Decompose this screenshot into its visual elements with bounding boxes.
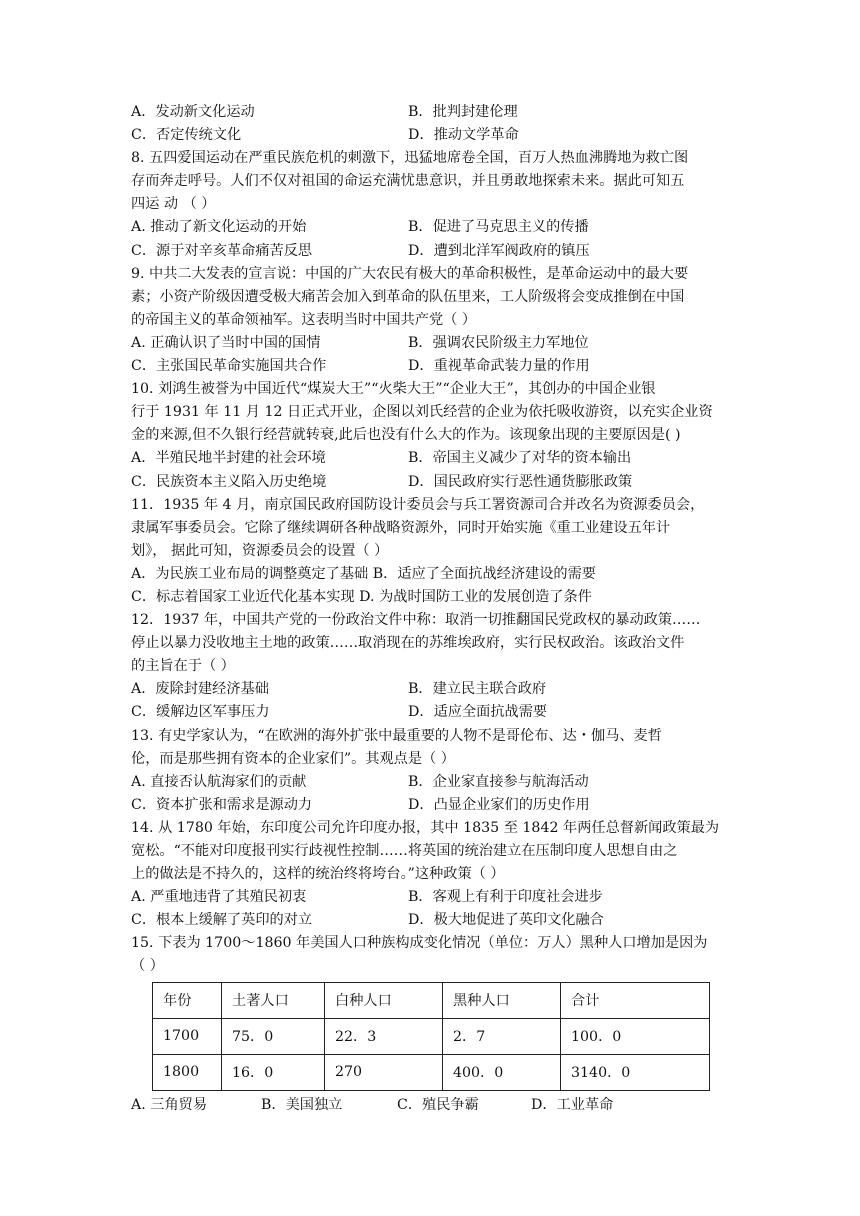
table-header-cell: 合计 bbox=[561, 982, 710, 1018]
table-cell: 400．0 bbox=[443, 1054, 561, 1090]
q12-option-c[interactable]: C．缓解边区军事压力 bbox=[131, 704, 270, 721]
q10-option-c[interactable]: C．民族资本主义陷入历史绝境 bbox=[131, 473, 327, 490]
q7-option-d[interactable]: D．推动文学革命 bbox=[408, 127, 519, 144]
q8-option-d[interactable]: D．遭到北洋军阀政府的镇压 bbox=[408, 242, 590, 259]
table-header-cell: 黑种人口 bbox=[443, 982, 561, 1018]
q8-options-row-2 bbox=[131, 240, 731, 263]
q15-option-c[interactable]: C．殖民争霸 bbox=[397, 1096, 479, 1113]
q11-options-line-1[interactable]: A．为民族工业布局的调整奠定了基础 B．适应了全面抗战经济建设的需要 bbox=[131, 565, 596, 582]
table-header-row bbox=[153, 982, 710, 1018]
q13-options-row-1 bbox=[131, 771, 731, 794]
q14-option-b[interactable]: B．客观上有利于印度社会进步 bbox=[408, 889, 603, 906]
q9-stem-line-2: 素；小资产阶级因遭受极大痛苦会加入到革命的队伍里来，工人阶级将会变成推倒在中国 bbox=[131, 288, 685, 305]
q14-option-c[interactable]: C．根本上缓解了英印的对立 bbox=[131, 912, 313, 929]
q10-option-a[interactable]: A．半殖民地半封建的社会环境 bbox=[131, 450, 326, 467]
q14-stem-line-1: 14. 从 1780 年始，东印度公司允许印度办报，其中 1835 至 1842 年两任总督新闻政策最为 bbox=[131, 819, 720, 836]
q14-option-d[interactable]: D．极大地促进了英印文化融合 bbox=[408, 912, 604, 929]
q13-stem-line-2: 伦，而是那些拥有资本的企业家们”。其观点是（ ） bbox=[131, 750, 455, 767]
q14-options-row-1 bbox=[131, 886, 731, 909]
q15-option-a[interactable]: A. 三角贸易 bbox=[131, 1096, 208, 1113]
q13-stem-line-1: 13. 有史学家认为，“在欧洲的海外扩张中最重要的人物不是哥伦布、达・伽马、麦哲 bbox=[131, 727, 662, 744]
q12-stem-line-2: 停止以暴力没收地主土地的政策……取消现在的苏维埃政府，实行民权政治。该政治文件 bbox=[131, 635, 685, 652]
q13-options-row-2 bbox=[131, 794, 731, 817]
q8-options-row-1 bbox=[131, 216, 731, 239]
table-row bbox=[153, 1018, 710, 1054]
exam-page bbox=[131, 101, 731, 1117]
table-cell: 2．7 bbox=[443, 1018, 561, 1054]
q14-stem-line-3: 上的做法是不持久的，这样的统治终将垮台。”这种政策（ ） bbox=[131, 866, 505, 883]
q15-stem-line-1: 15. 下表为 1700～1860 年美国人口种族构成变化情况（单位：万人）黑种人口增加是因为 bbox=[131, 935, 708, 952]
q15-stem-line-2: （ ） bbox=[131, 958, 164, 975]
q14-options-row-2 bbox=[131, 909, 731, 932]
q11-options-line-2[interactable]: C．标志着国家工业近代化基本实现 D. 为战时国防工业的发展创造了条件 bbox=[131, 588, 592, 605]
q9-options-row-1 bbox=[131, 332, 731, 355]
q9-option-d[interactable]: D．重视革命武装力量的作用 bbox=[408, 358, 590, 375]
q13-option-d[interactable]: D．凸显企业家们的历史作用 bbox=[408, 796, 590, 813]
q12-option-d[interactable]: D．适应全面抗战需要 bbox=[408, 704, 548, 721]
q14-option-a[interactable]: A. 严重地违背了其殖民初衷 bbox=[131, 889, 307, 906]
q9-stem-line-1: 9. 中共二大发表的宣言说：中国的广大农民有极大的革命积极性，是革命运动中的最大要 bbox=[131, 265, 689, 282]
q11-stem-line-1: 11．1935 年 4 月，南京国民政府国防设计委员会与兵工署资源司合并改名为资源委员会， bbox=[131, 496, 705, 513]
table-cell: 270 bbox=[325, 1054, 443, 1090]
q13-option-b[interactable]: B．企业家直接参与航海活动 bbox=[408, 773, 589, 790]
q9-options-row-2 bbox=[131, 355, 731, 378]
q12-option-b[interactable]: B．建立民主联合政府 bbox=[408, 681, 547, 698]
q12-stem-line-3: 的主旨在于（ ） bbox=[131, 658, 235, 675]
q10-option-b[interactable]: B．帝国主义减少了对华的资本输出 bbox=[408, 450, 632, 467]
table-cell: 100．0 bbox=[561, 1018, 710, 1054]
q12-stem-line-1: 12．1937 年，中国共产党的一份政治文件中称：取消一切推翻国民党政权的暴动政策…… bbox=[131, 612, 701, 629]
q8-option-c[interactable]: C．源于对辛亥革命痛苦反思 bbox=[131, 242, 313, 259]
q8-stem-line-1: 8. 五四爱国运动在严重民族危机的刺激下，迅猛地席卷全国，百万人热血沸腾地为救亡图 bbox=[131, 150, 689, 167]
q8-stem-line-3: 四运 动 （ ） bbox=[131, 196, 216, 213]
table-header-cell: 年份 bbox=[153, 982, 222, 1018]
q13-option-c[interactable]: C．资本扩张和需求是源动力 bbox=[131, 796, 313, 813]
q10-option-d[interactable]: D．国民政府实行恶性通货膨胀政策 bbox=[408, 473, 633, 490]
table-cell: 75．0 bbox=[222, 1018, 325, 1054]
q10-stem-line-3: 金的来源,但不久银行经营就转衰,此后也没有什么大的作为。该现象出现的主要原因是( ) bbox=[131, 427, 681, 444]
q10-stem-line-2: 行于 1931 年 11 月 12 日正式开业，企图以刘氏经营的企业为依托吸收游资，以充实企业资 bbox=[131, 404, 713, 421]
q8-option-b[interactable]: B．促进了马克思主义的传播 bbox=[408, 219, 589, 236]
q15-option-d[interactable]: D．工业革命 bbox=[531, 1096, 614, 1113]
q9-option-b[interactable]: B．强调农民阶级主力军地位 bbox=[408, 334, 589, 351]
q12-option-a[interactable]: A．废除封建经济基础 bbox=[131, 681, 269, 698]
table-header-cell: 土著人口 bbox=[222, 982, 325, 1018]
q11-stem-line-2: 隶属军事委员会。它除了继续调研各种战略资源外，同时开始实施《重工业建设五年计 bbox=[131, 519, 671, 536]
table-cell: 1800 bbox=[153, 1054, 222, 1090]
table-cell: 1700 bbox=[153, 1018, 222, 1054]
q9-option-c[interactable]: C．主张国民革命实施国共合作 bbox=[131, 358, 327, 375]
q10-stem-line-1: 10. 刘鸿生被誉为中国近代“煤炭大王”“火柴大王”“企业大王”，其创办的中国企业银 bbox=[131, 381, 656, 398]
table-header-cell: 白种人口 bbox=[325, 982, 443, 1018]
q12-options-row-1 bbox=[131, 678, 731, 701]
q11-stem-line-3: 划》， 据此可知，资源委员会的设置（ ） bbox=[131, 542, 389, 559]
q9-stem-line-3: 的帝国主义的革命领袖军。这表明当时中国共产党（ ） bbox=[131, 311, 477, 328]
q8-stem-line-2: 存而奔走呼号。人们不仅对祖国的命运充满忧患意识，并且勇敢地探索未来。据此可知五 bbox=[131, 173, 685, 190]
q15-options-row bbox=[131, 1094, 731, 1117]
q8-option-a[interactable]: A. 推动了新文化运动的开始 bbox=[131, 219, 307, 236]
q14-stem-line-2: 宽松。“不能对印度报刊实行歧视性控制……将英国的统治建立在压制印度人思想自由之 bbox=[131, 843, 678, 859]
q7-option-c[interactable]: C．否定传统文化 bbox=[131, 127, 242, 144]
population-table bbox=[152, 982, 710, 1091]
table-cell: 3140．0 bbox=[561, 1054, 710, 1090]
q10-options-row-2 bbox=[131, 471, 731, 494]
q12-options-row-2 bbox=[131, 701, 731, 724]
table-cell: 16．0 bbox=[222, 1054, 325, 1090]
q7-options-row-2 bbox=[131, 124, 731, 147]
q9-option-a[interactable]: A. 正确认识了当时中国的国情 bbox=[131, 334, 321, 351]
table-cell: 22．3 bbox=[325, 1018, 443, 1054]
table-row bbox=[153, 1054, 710, 1090]
q7-option-a[interactable]: A．发动新文化运动 bbox=[131, 104, 255, 120]
q7-options-row-1 bbox=[131, 101, 731, 124]
q10-options-row-1 bbox=[131, 447, 731, 470]
q7-option-b[interactable]: B．批判封建伦理 bbox=[408, 104, 518, 120]
q15-option-b[interactable]: B．美国独立 bbox=[261, 1096, 343, 1113]
q13-option-a[interactable]: A. 直接否认航海家们的贡献 bbox=[131, 773, 307, 790]
